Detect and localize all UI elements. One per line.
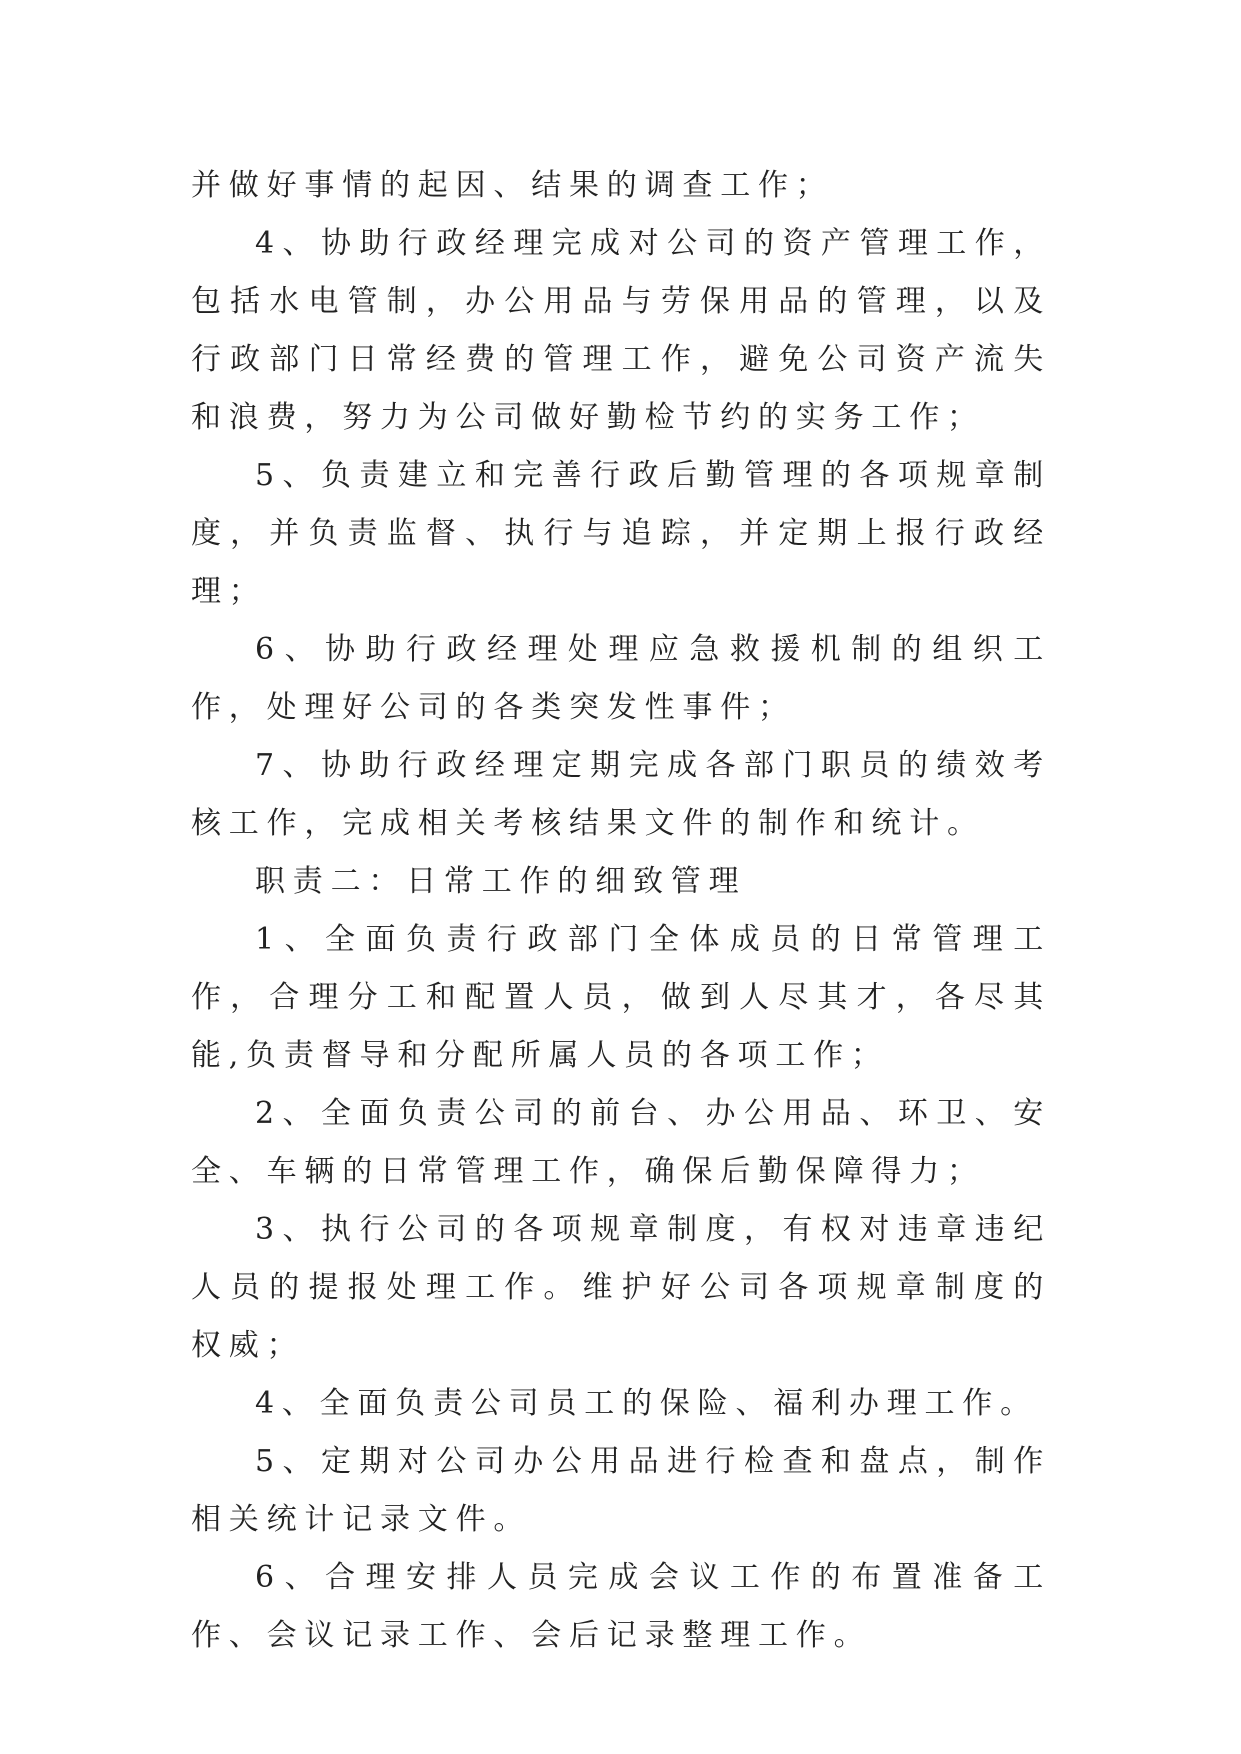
paragraph-item-2-daily-operations: 2、全面负责公司的前台、办公用品、环卫、安全、车辆的日常管理工作，确保后勤保障得力； (191, 1096, 1051, 1189)
paragraph-item-6-meetings: 6、合理安排人员完成会议工作的布置准备工作、会议记录工作、会后记录整理工作。 (191, 1560, 1051, 1653)
paragraph-item-3-rule-enforcement: 3、执行公司的各项规章制度，有权对违章违纪人员的提报处理工作。维护好公司各项规章制度的权威； (191, 1212, 1051, 1363)
paragraph-item-4-insurance-welfare: 4、全面负责公司员工的保险、福利办理工作。 (255, 1386, 1038, 1421)
paragraph-item-5-inventory: 5、定期对公司办公用品进行检查和盘点，制作相关统计记录文件。 (191, 1444, 1051, 1537)
paragraph-continuation: 并做好事情的起因、结果的调查工作； (191, 168, 834, 203)
document-body (191, 157, 1051, 1665)
paragraph-item-1-staff-management: 1、全面负责行政部门全体成员的日常管理工作，合理分工和配置人员，做到人尽其才，各尽其能,负责督导和分配所属人员的各项工作； (191, 922, 1051, 1073)
paragraph-item-4-asset-management: 4、协助行政经理完成对公司的资产管理工作，包括水电管制，办公用品与劳保用品的管理，以及行政部门日常经费的管理工作，避免公司资产流失和浪费，努力为公司做好勤检节约的实务工作； (191, 226, 1051, 435)
section-heading-duty-two: 职责二：日常工作的细致管理 (255, 864, 747, 899)
paragraph-item-5-rules-system: 5、负责建立和完善行政后勤管理的各项规章制度，并负责监督、执行与追踪，并定期上报行政经理； (191, 458, 1051, 609)
paragraph-item-6-emergency: 6、协助行政经理处理应急救援机制的组织工作，处理好公司的各类突发性事件； (191, 632, 1051, 725)
paragraph-item-7-performance: 7、协助行政经理定期完成各部门职员的绩效考核工作，完成相关考核结果文件的制作和统计。 (191, 748, 1051, 841)
